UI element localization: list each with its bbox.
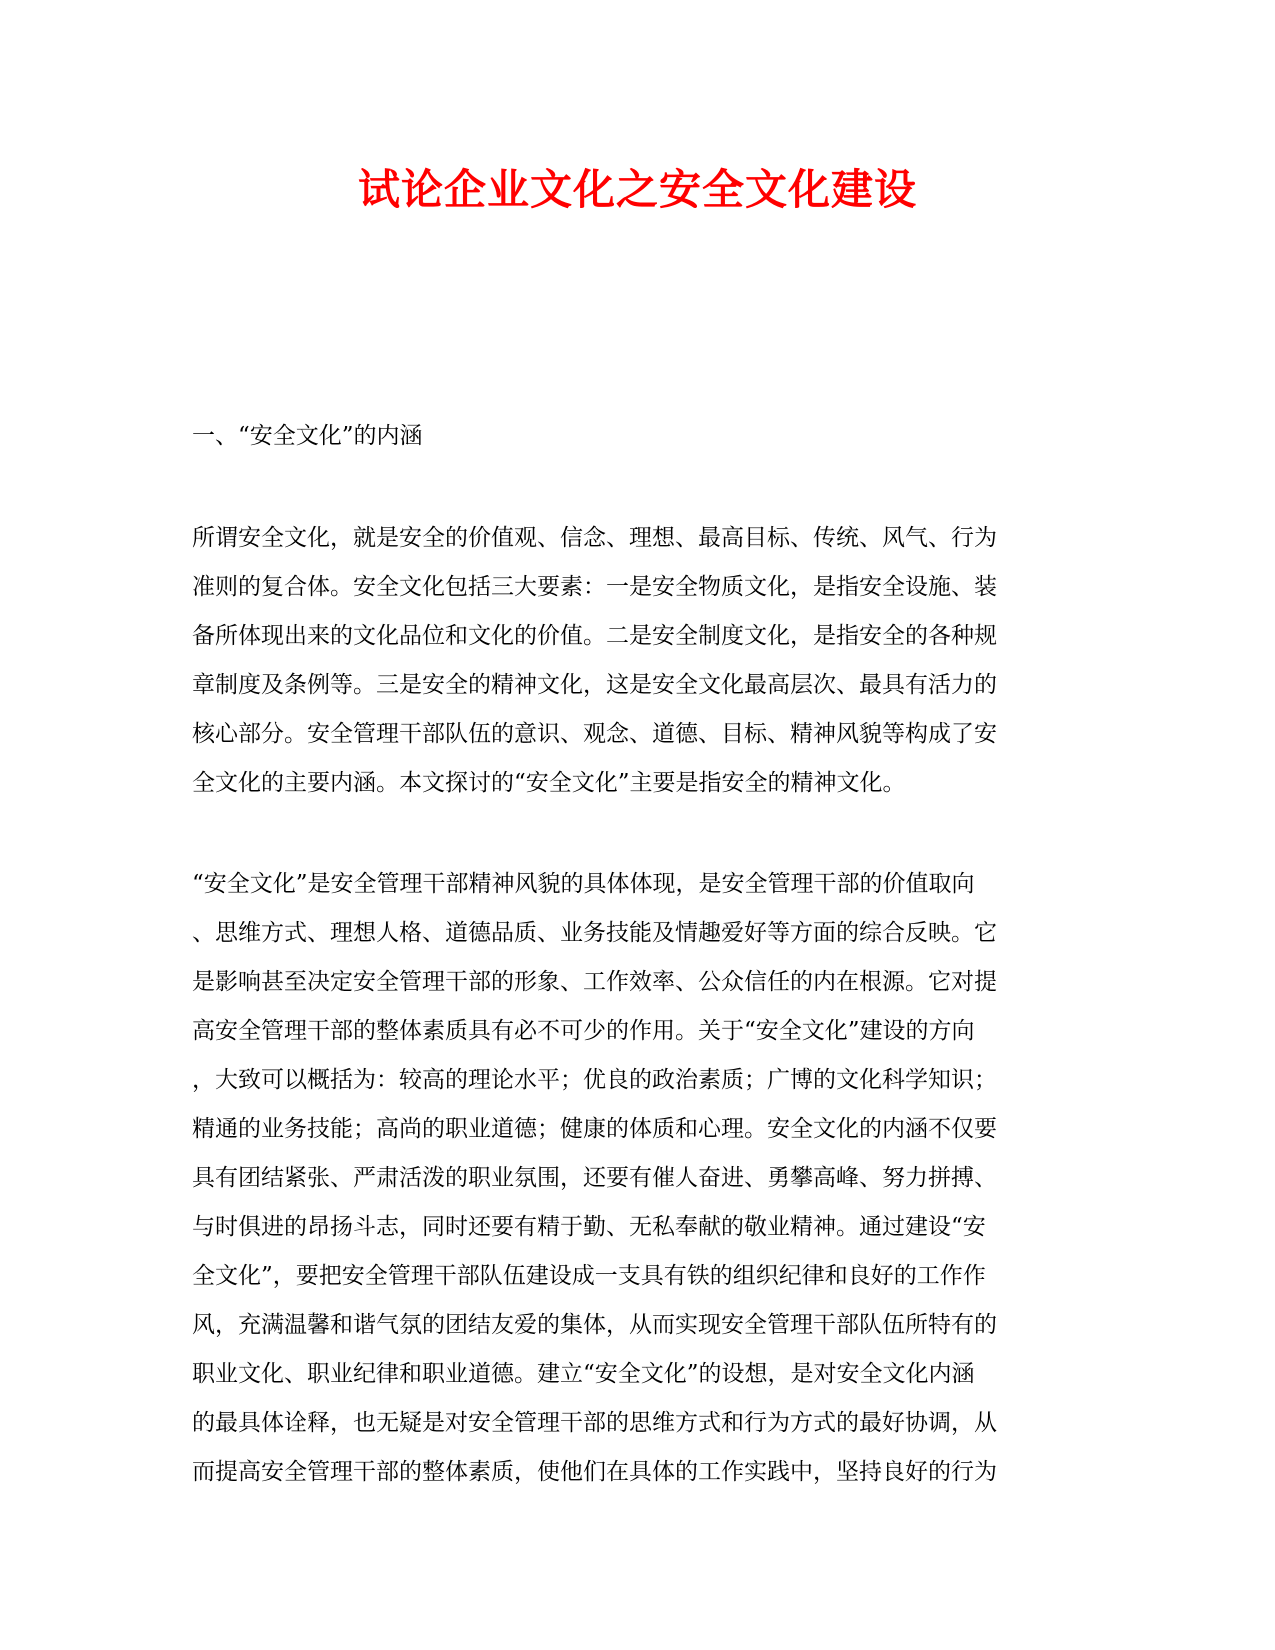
paragraph-line: 风，充满温馨和谐气氛的团结友爱的集体，从而实现安全管理干部队伍所特有的: [192, 1312, 997, 1338]
paragraph-line: 职业文化、职业纪律和职业道德。建立“安全文化”的设想，是对安全文化内涵: [192, 1361, 975, 1387]
paragraph-line: 全文化的主要内涵。本文探讨的“安全文化”主要是指安全的精神文化。: [192, 770, 906, 796]
paragraph-line: 具有团结紧张、严肃活泼的职业氛围，还要有催人奋进、勇攀高峰、努力拼搏、: [192, 1165, 997, 1191]
paragraph-line: 高安全管理干部的整体素质具有必不可少的作用。关于“安全文化”建设的方向: [192, 1018, 975, 1044]
paragraph-line: 是影响甚至决定安全管理干部的形象、工作效率、公众信任的内在根源。它对提: [192, 969, 997, 995]
paragraph-line: 全文化”，要把安全管理干部队伍建设成一支具有铁的组织纪律和良好的工作作: [192, 1263, 986, 1289]
paragraph-1: [192, 514, 1072, 808]
paragraph-line: 备所体现出来的文化品位和文化的价值。二是安全制度文化，是指安全的各种规: [192, 623, 997, 649]
paragraph-2: [192, 860, 1072, 1497]
paragraph-line: 所谓安全文化，就是安全的价值观、信念、理想、最高目标、传统、风气、行为: [192, 525, 997, 551]
paragraph-line: 与时俱进的昂扬斗志，同时还要有精于勤、无私奉献的敬业精神。通过建设“安: [192, 1214, 986, 1240]
paragraph-line: 的最具体诠释，也无疑是对安全管理干部的思维方式和行为方式的最好协调，从: [192, 1410, 997, 1436]
page-title: 试论企业文化之安全文化建设: [357, 165, 917, 214]
paragraph-line: 而提高安全管理干部的整体素质，使他们在具体的工作实践中，坚持良好的行为: [192, 1459, 997, 1485]
paragraph-line: 章制度及条例等。三是安全的精神文化，这是安全文化最高层次、最具有活力的: [192, 672, 997, 698]
paragraph-line: ，大致可以概括为：较高的理论水平；优良的政治素质；广博的文化科学知识；: [192, 1067, 997, 1093]
paragraph-line: 、思维方式、理想人格、道德品质、业务技能及情趣爱好等方面的综合反映。它: [192, 920, 997, 946]
paragraph-line: “安全文化”是安全管理干部精神风貌的具体体现，是安全管理干部的价值取向: [192, 871, 975, 897]
paragraph-line: 核心部分。安全管理干部队伍的意识、观念、道德、目标、精神风貌等构成了安: [192, 721, 997, 747]
paragraph-line: 准则的复合体。安全文化包括三大要素：一是安全物质文化，是指安全设施、装: [192, 574, 997, 600]
paragraph-line: 精通的业务技能；高尚的职业道德；健康的体质和心理。安全文化的内涵不仅要: [192, 1116, 997, 1142]
section-heading: 一、“安全文化”的内涵: [192, 423, 423, 449]
